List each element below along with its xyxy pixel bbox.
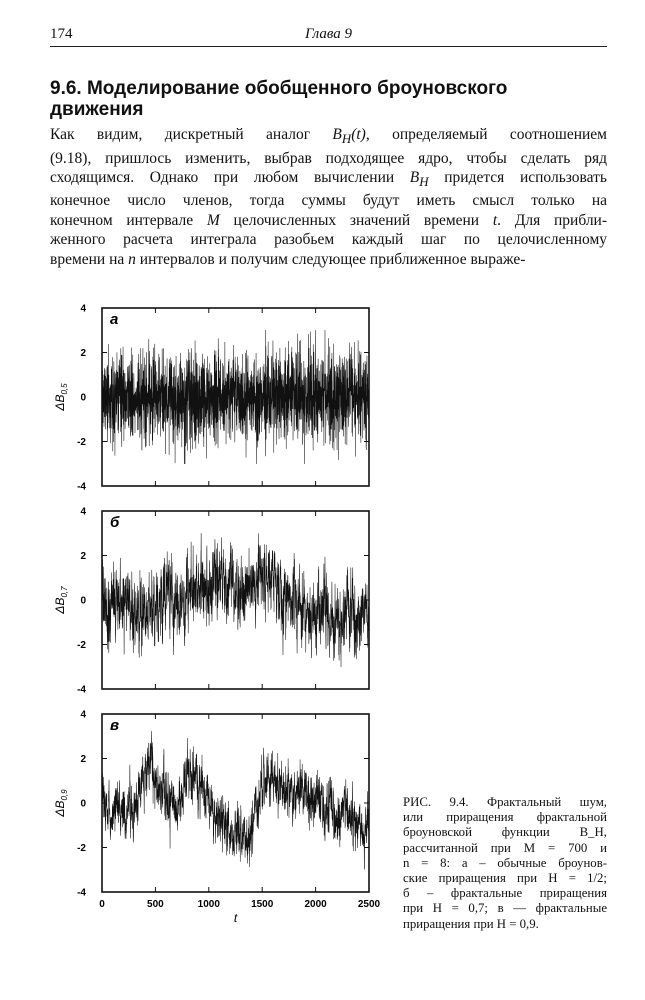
y-tick-label: -4 bbox=[77, 481, 86, 493]
caption-line-7: б – фрактальные приращения bbox=[403, 886, 607, 901]
text-run: целочисленных значений времени bbox=[219, 211, 493, 229]
text-run: . Для прибли- bbox=[497, 211, 608, 229]
math-subscript: H bbox=[341, 131, 352, 147]
caption-line-5: n = 8: а – обычные броунов- bbox=[403, 855, 607, 870]
caption-line-6: ские приращения при H = 1/2; bbox=[403, 871, 607, 886]
chart-panel-3 bbox=[53, 710, 380, 926]
body-line-3 bbox=[50, 168, 607, 192]
body-line-1 bbox=[50, 125, 607, 149]
body-line-6: женного расчета интеграла разобьем каждый шаг по целочисленному bbox=[50, 231, 607, 249]
text-run: придется использовать bbox=[428, 168, 607, 186]
math-base: B bbox=[332, 126, 342, 143]
caption-line-1: РИС. 9.4. Фрактальный шум, bbox=[403, 795, 607, 809]
math-base: B bbox=[409, 168, 420, 186]
x-tick-label: 2500 bbox=[357, 899, 380, 910]
series-line bbox=[102, 330, 369, 464]
math-symbol bbox=[332, 126, 366, 147]
text-run: сходящимся. Однако при любом вычислении bbox=[50, 168, 410, 186]
body-line-4: конечное число членов, тогда суммы будут иметь смысл только на bbox=[50, 192, 607, 210]
page-number: 174 bbox=[50, 26, 73, 42]
x-tick-label: 1500 bbox=[251, 899, 274, 910]
y-tick-label: 4 bbox=[80, 303, 86, 315]
body-line-2: (9.18), пришлось изменить, выбрав подходящее ядро, чтобы сделать ряд bbox=[50, 149, 607, 167]
y-tick-label: -2 bbox=[77, 640, 86, 651]
y-tick-label: -4 bbox=[77, 887, 86, 899]
chart-panel-2 bbox=[53, 507, 369, 696]
y-tick-label: 0 bbox=[80, 595, 86, 607]
section-title bbox=[50, 78, 610, 120]
panel-label: а bbox=[110, 311, 119, 328]
y-tick-label: -2 bbox=[77, 843, 86, 854]
y-tick-label: 2 bbox=[80, 754, 86, 765]
body-paragraph bbox=[50, 125, 607, 269]
x-tick-label: 500 bbox=[147, 899, 164, 910]
y-tick-label: 0 bbox=[80, 392, 86, 404]
x-tick-label: 2000 bbox=[304, 899, 327, 910]
x-axis-label: t bbox=[233, 911, 238, 925]
caption-line-8: при H = 0,7; в — фрактальные bbox=[403, 901, 607, 916]
text-run: времени на bbox=[50, 250, 129, 268]
y-tick-label: 0 bbox=[80, 798, 86, 810]
math-symbol bbox=[409, 168, 429, 189]
x-tick-label: 0 bbox=[99, 899, 105, 910]
y-tick-label: -2 bbox=[77, 437, 86, 448]
panel-label: б bbox=[110, 514, 120, 531]
section-title-line-1: 9.6. Моделирование обобщенного броуновского bbox=[50, 78, 508, 99]
text-run: Как видим, дискретный аналог bbox=[50, 126, 333, 143]
text-run: , определяемый соотношением bbox=[365, 126, 607, 143]
y-tick-label: 2 bbox=[80, 551, 86, 562]
math-symbol: n bbox=[128, 250, 136, 268]
body-line-7 bbox=[50, 250, 607, 269]
chapter-title: Глава 9 bbox=[304, 26, 353, 42]
y-tick-label: -4 bbox=[77, 684, 86, 696]
body-line-5 bbox=[50, 211, 607, 230]
section-title-line-2: движения bbox=[50, 99, 144, 120]
y-tick-label: 4 bbox=[80, 709, 86, 721]
caption-line-3: броуновской функции B_H, bbox=[403, 825, 607, 840]
y-tick-label: 4 bbox=[80, 506, 86, 518]
running-head bbox=[50, 26, 607, 47]
series-line bbox=[102, 533, 369, 667]
figure-fractal-noise bbox=[40, 296, 380, 966]
chart-panel-1 bbox=[53, 304, 369, 493]
y-axis-label: $\Delta B_{0,7}$ bbox=[53, 586, 69, 614]
x-tick-label: 1000 bbox=[197, 899, 220, 910]
series-line bbox=[102, 731, 369, 869]
y-axis-label: $\Delta B_{0,5}$ bbox=[53, 383, 69, 411]
figure-caption bbox=[403, 795, 607, 932]
text-run: конечном интервале bbox=[50, 211, 207, 229]
math-symbol: t bbox=[492, 211, 498, 229]
text-run: интервалов и получим следующее приближенное выраже- bbox=[135, 250, 526, 268]
math-argument: (t) bbox=[351, 126, 366, 143]
math-subscript: H bbox=[419, 174, 429, 189]
caption-line-9: приращения при H = 0,9. bbox=[403, 916, 539, 931]
caption-line-2: или приращения фрактальной bbox=[403, 810, 607, 825]
caption-line-4: рассчитанной при M = 700 и bbox=[403, 840, 607, 855]
math-symbol: M bbox=[206, 211, 220, 229]
panel-label: в bbox=[110, 717, 120, 734]
y-tick-label: 2 bbox=[80, 348, 86, 359]
y-axis-label: $\Delta B_{0,9}$ bbox=[53, 789, 69, 817]
